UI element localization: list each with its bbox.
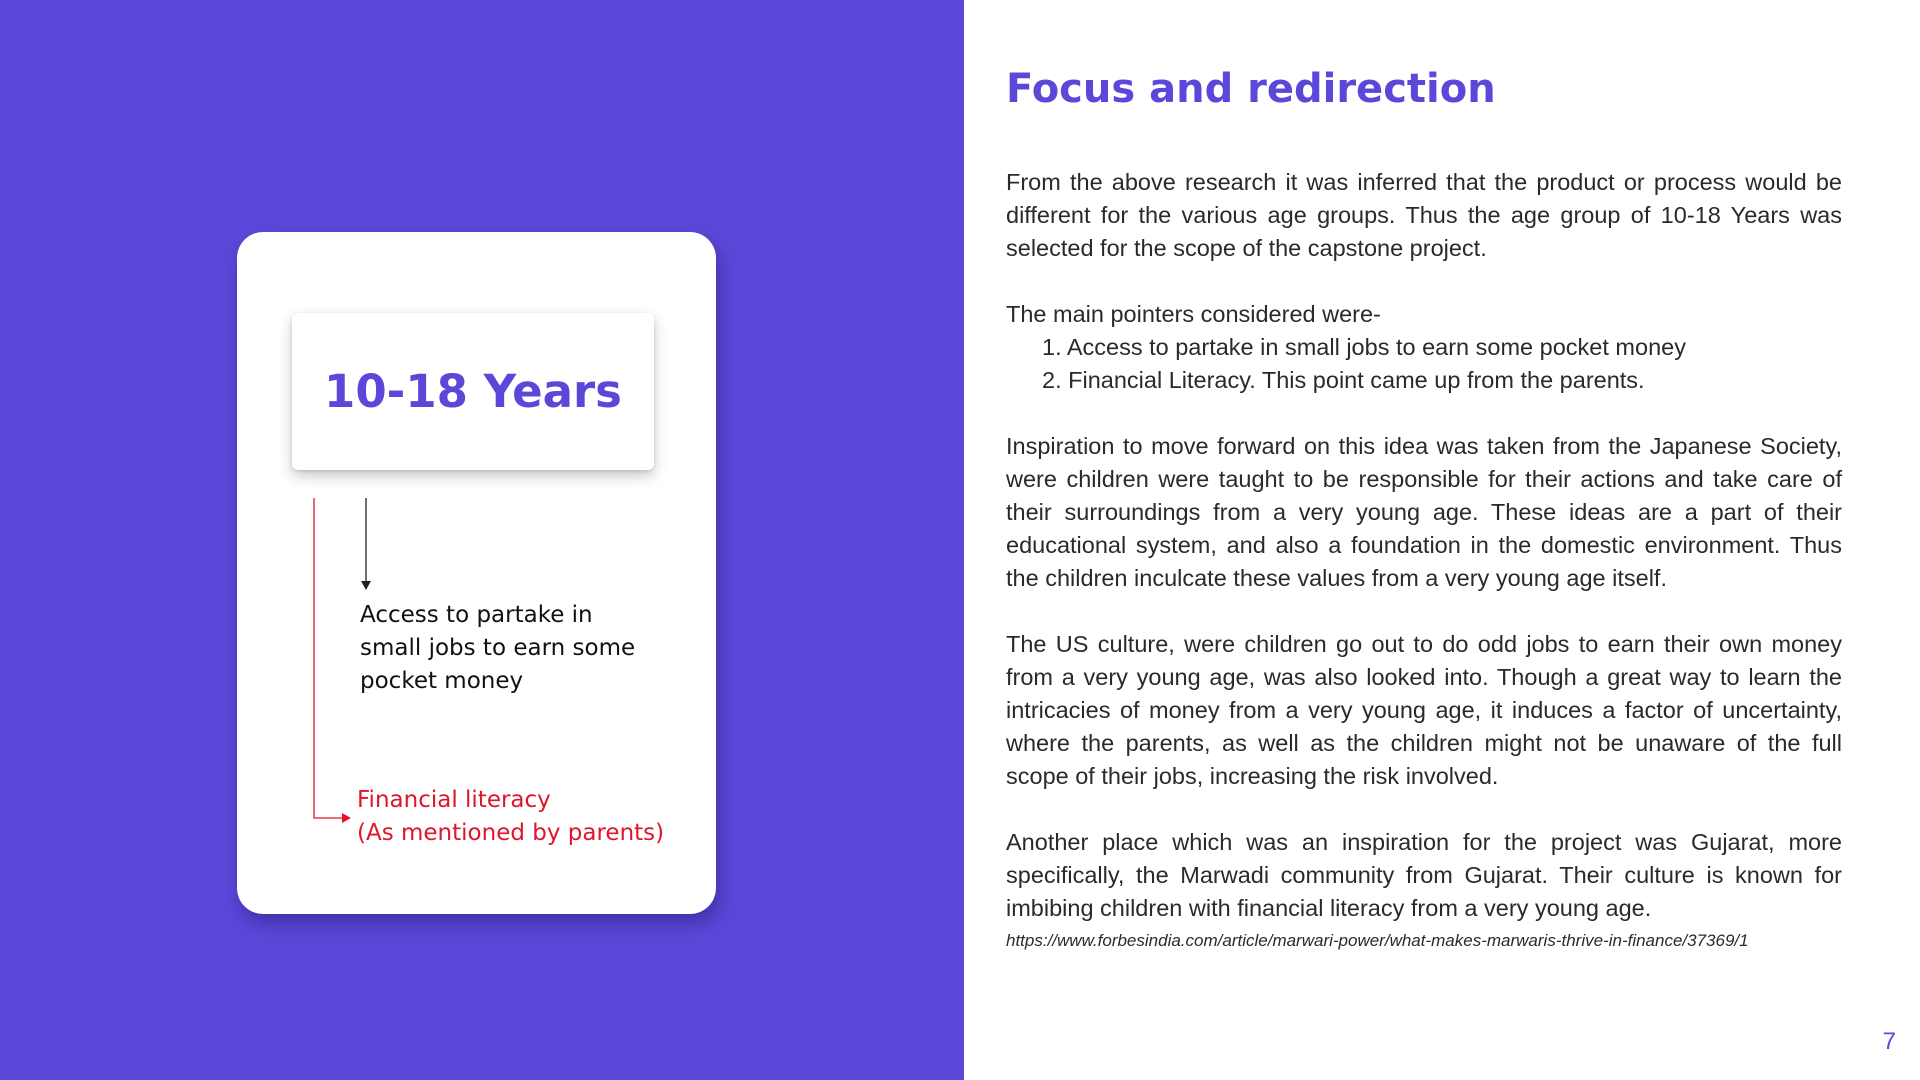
paragraph-japanese-society: Inspiration to move forward on this idea was taken from the Japanese Society, were children were taught to be responsible for their actions and take care of their surroundings from a very young age. These ideas are a part of their educational system, and also a foundation in the domestic environment. Thus the children inculcate these values from a very young age itself. (1006, 433, 1842, 591)
pointers-list (1006, 331, 1842, 397)
list-item: 2. Financial Literacy. This point came up from the parents. (1042, 367, 1645, 393)
age-group-label: 10-18 Years (324, 365, 622, 418)
secondary-branch-line1: Financial literacy (357, 787, 551, 813)
paragraph-research: From the above research it was inferred that the product or process would be different for the various age groups. Thus the age group of 10-18 Years was selected for the scope of the capstone project. (1006, 169, 1842, 261)
secondary-branch-arrowhead (342, 813, 351, 823)
paragraph-gujarat: Another place which was an inspiration for the project was Gujarat, more specifically, the Marwadi community from Gujarat. Their culture is known for imbibing children with financial literacy from a very young age. (1006, 829, 1842, 921)
age-group-card (237, 232, 716, 914)
primary-branch-text: Access to partake in small jobs to earn some pocket money (360, 602, 636, 694)
body-text (1006, 166, 1842, 953)
primary-branch-arrowhead (361, 581, 371, 590)
age-group-box (292, 313, 654, 470)
secondary-branch-line2: (As mentioned by parents) (357, 820, 665, 846)
paragraph-us-culture: The US culture, were children go out to do odd jobs to earn their own money from a very young age, was also looked into. Though a great way to learn the intricacies of money from a very young age, it induces a factor of uncertainty, where the parents, as well as the children might not be unaware of the full scope of their jobs, increasing the risk involved. (1006, 631, 1842, 789)
text-panel (1006, 0, 1842, 1080)
source-link[interactable]: https://www.forbesindia.com/article/marwari-power/what-makes-marwaris-thrive-in-finance/37369/1 (1006, 931, 1749, 950)
pointers-intro: The main pointers considered were- (1006, 301, 1381, 327)
page-number: 7 (1882, 1028, 1896, 1055)
page-title: Focus and redirection (1006, 66, 1496, 112)
secondary-branch-line (314, 498, 342, 818)
secondary-branch-text (357, 784, 697, 850)
list-item: 1. Access to partake in small jobs to earn some pocket money (1042, 334, 1686, 360)
